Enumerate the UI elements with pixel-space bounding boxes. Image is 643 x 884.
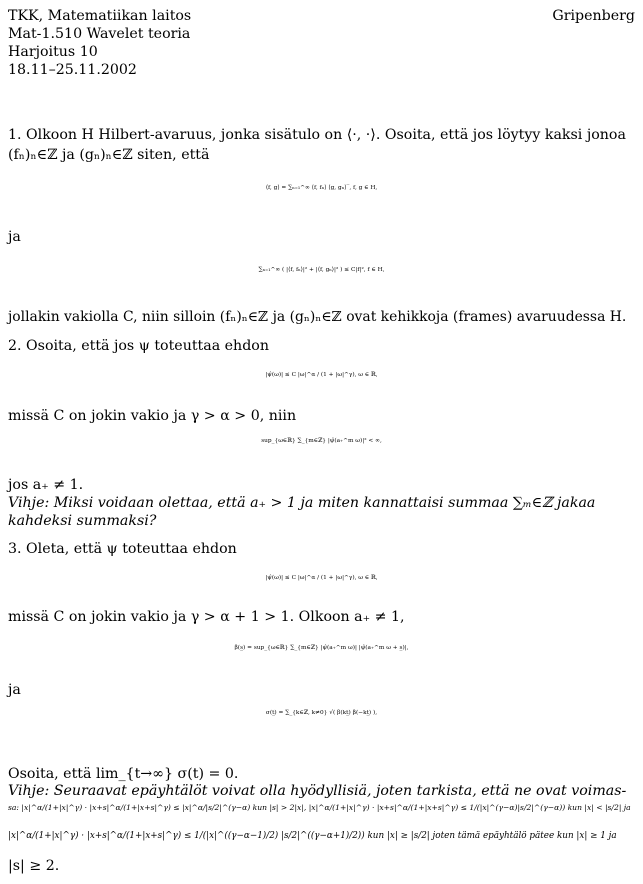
p3-line-2: missä C on jokin vakio ja γ > α + 1 > 1. Olkoon a₊ ≠ 1, (8, 609, 405, 625)
p1-intro-line-1: 1. Olkoon H Hilbert-avaruus, jonka sisätulo on ⟨·, ·⟩. Osoita, että jos löytyy kaksi jonoa (8, 127, 626, 143)
p2-hint-line-1: Vihje: Miksi voidaan olettaa, että a₊ > 1 ja miten kannattaisi summaa ∑ₘ∈ℤ jakaa (8, 495, 596, 511)
p2-equation-1: |ψ̂(ω)| ≤ C |ω|^α / (1 + |ω|^γ), ω ∈ ℝ, (265, 372, 378, 378)
p3-equation-3: σ(t̲) = ∑_{k∈ℤ, k≠0} √( β(kt̲) β(−kt̲) ), (265, 710, 378, 716)
header-author: Gripenberg (552, 8, 635, 24)
header-line-4: 18.11–25.11.2002 (8, 62, 137, 78)
p3-equation-2: β(s̲) = sup_{ω∈ℝ} ∑_{m∈ℤ} |ψ̂(a₊^m ω)| |ψ̂(a₊^m ω + s̲)|, (234, 645, 409, 651)
p1-equation-2: ∑ₙ₌₁^∞ ( |⟨f, fₙ⟩|² + |⟨f, gₙ⟩|² ) ≤ C|f|², f ∈ H, (258, 267, 385, 273)
p2-equation-2: sup_{ω∈ℝ} ∑_{m∈ℤ} |ψ̂(a₊^m ω)|² < ∞, (261, 438, 382, 444)
p2-intro: 2. Osoita, että jos ψ toteuttaa ehdon (8, 338, 269, 354)
p3-hint-line-2: sa: |x|^α/(1+|x|^γ) · |x+s|^α/(1+|x+s|^γ) ≤ |x|^α/|s/2|^(γ−α) kun |s| > 2|x|, |x|^α/(1+|x|^γ) · |x+s|^α/(1+|x+s|^γ) ≤ 1/(|x|^(γ−α)|s/2|^(γ−α)) kun |x| < |s/2| ja (8, 803, 631, 812)
p3-equation-1: |ψ̂(ω)| ≤ C |ω|^α / (1 + |ω|^γ), ω ∈ ℝ, (265, 575, 378, 581)
p2-condition: jos a₊ ≠ 1. (8, 477, 84, 493)
p1-ja: ja (8, 229, 21, 245)
p2-line-2: missä C on jokin vakio ja γ > α > 0, niin (8, 408, 297, 424)
p1-conclusion: jollakin vakiolla C, niin silloin (fₙ)ₙ∈ℤ ja (gₙ)ₙ∈ℤ ovat kehikkoja (frames) avaruudessa H. (8, 309, 627, 325)
header-line-3: Harjoitus 10 (8, 44, 98, 60)
p3-ja: ja (8, 682, 21, 698)
p3-line-3: Osoita, että lim_{t→∞} σ(t) = 0. (8, 766, 239, 782)
p3-hint-line-3: |x|^α/(1+|x|^γ) · |x+s|^α/(1+|x+s|^γ) ≤ 1/(|x|^((γ−α−1)/2) |s/2|^((γ−α+1)/2)) kun |x| ≥ |s/2| joten tämä epäyhtälö pätee kun |x| ≥ 1 ja (8, 831, 617, 841)
header-line-1: TKK, Matematiikan laitos (8, 8, 192, 24)
header-line-2: Mat-1.510 Wavelet teoria (8, 26, 191, 42)
p1-intro-line-2: (fₙ)ₙ∈ℤ ja (gₙ)ₙ∈ℤ siten, että (8, 147, 210, 163)
p2-hint-line-2: kahdeksi summaksi? (8, 513, 157, 529)
p1-equation-1: ⟨f, g⟩ = ∑ₙ₌₁^∞ ⟨f, fₙ⟩ ⟨g, gₙ⟩‾, f, g ∈ H, (265, 185, 378, 191)
p3-intro: 3. Oleta, että ψ toteuttaa ehdon (8, 541, 237, 557)
p3-hint-line-4: |s| ≥ 2. (8, 858, 60, 874)
p3-hint-line-1: Vihje: Seuraavat epäyhtälöt voivat olla hyödyllisiä, joten tarkista, että ne ovat voimas- (8, 783, 627, 799)
